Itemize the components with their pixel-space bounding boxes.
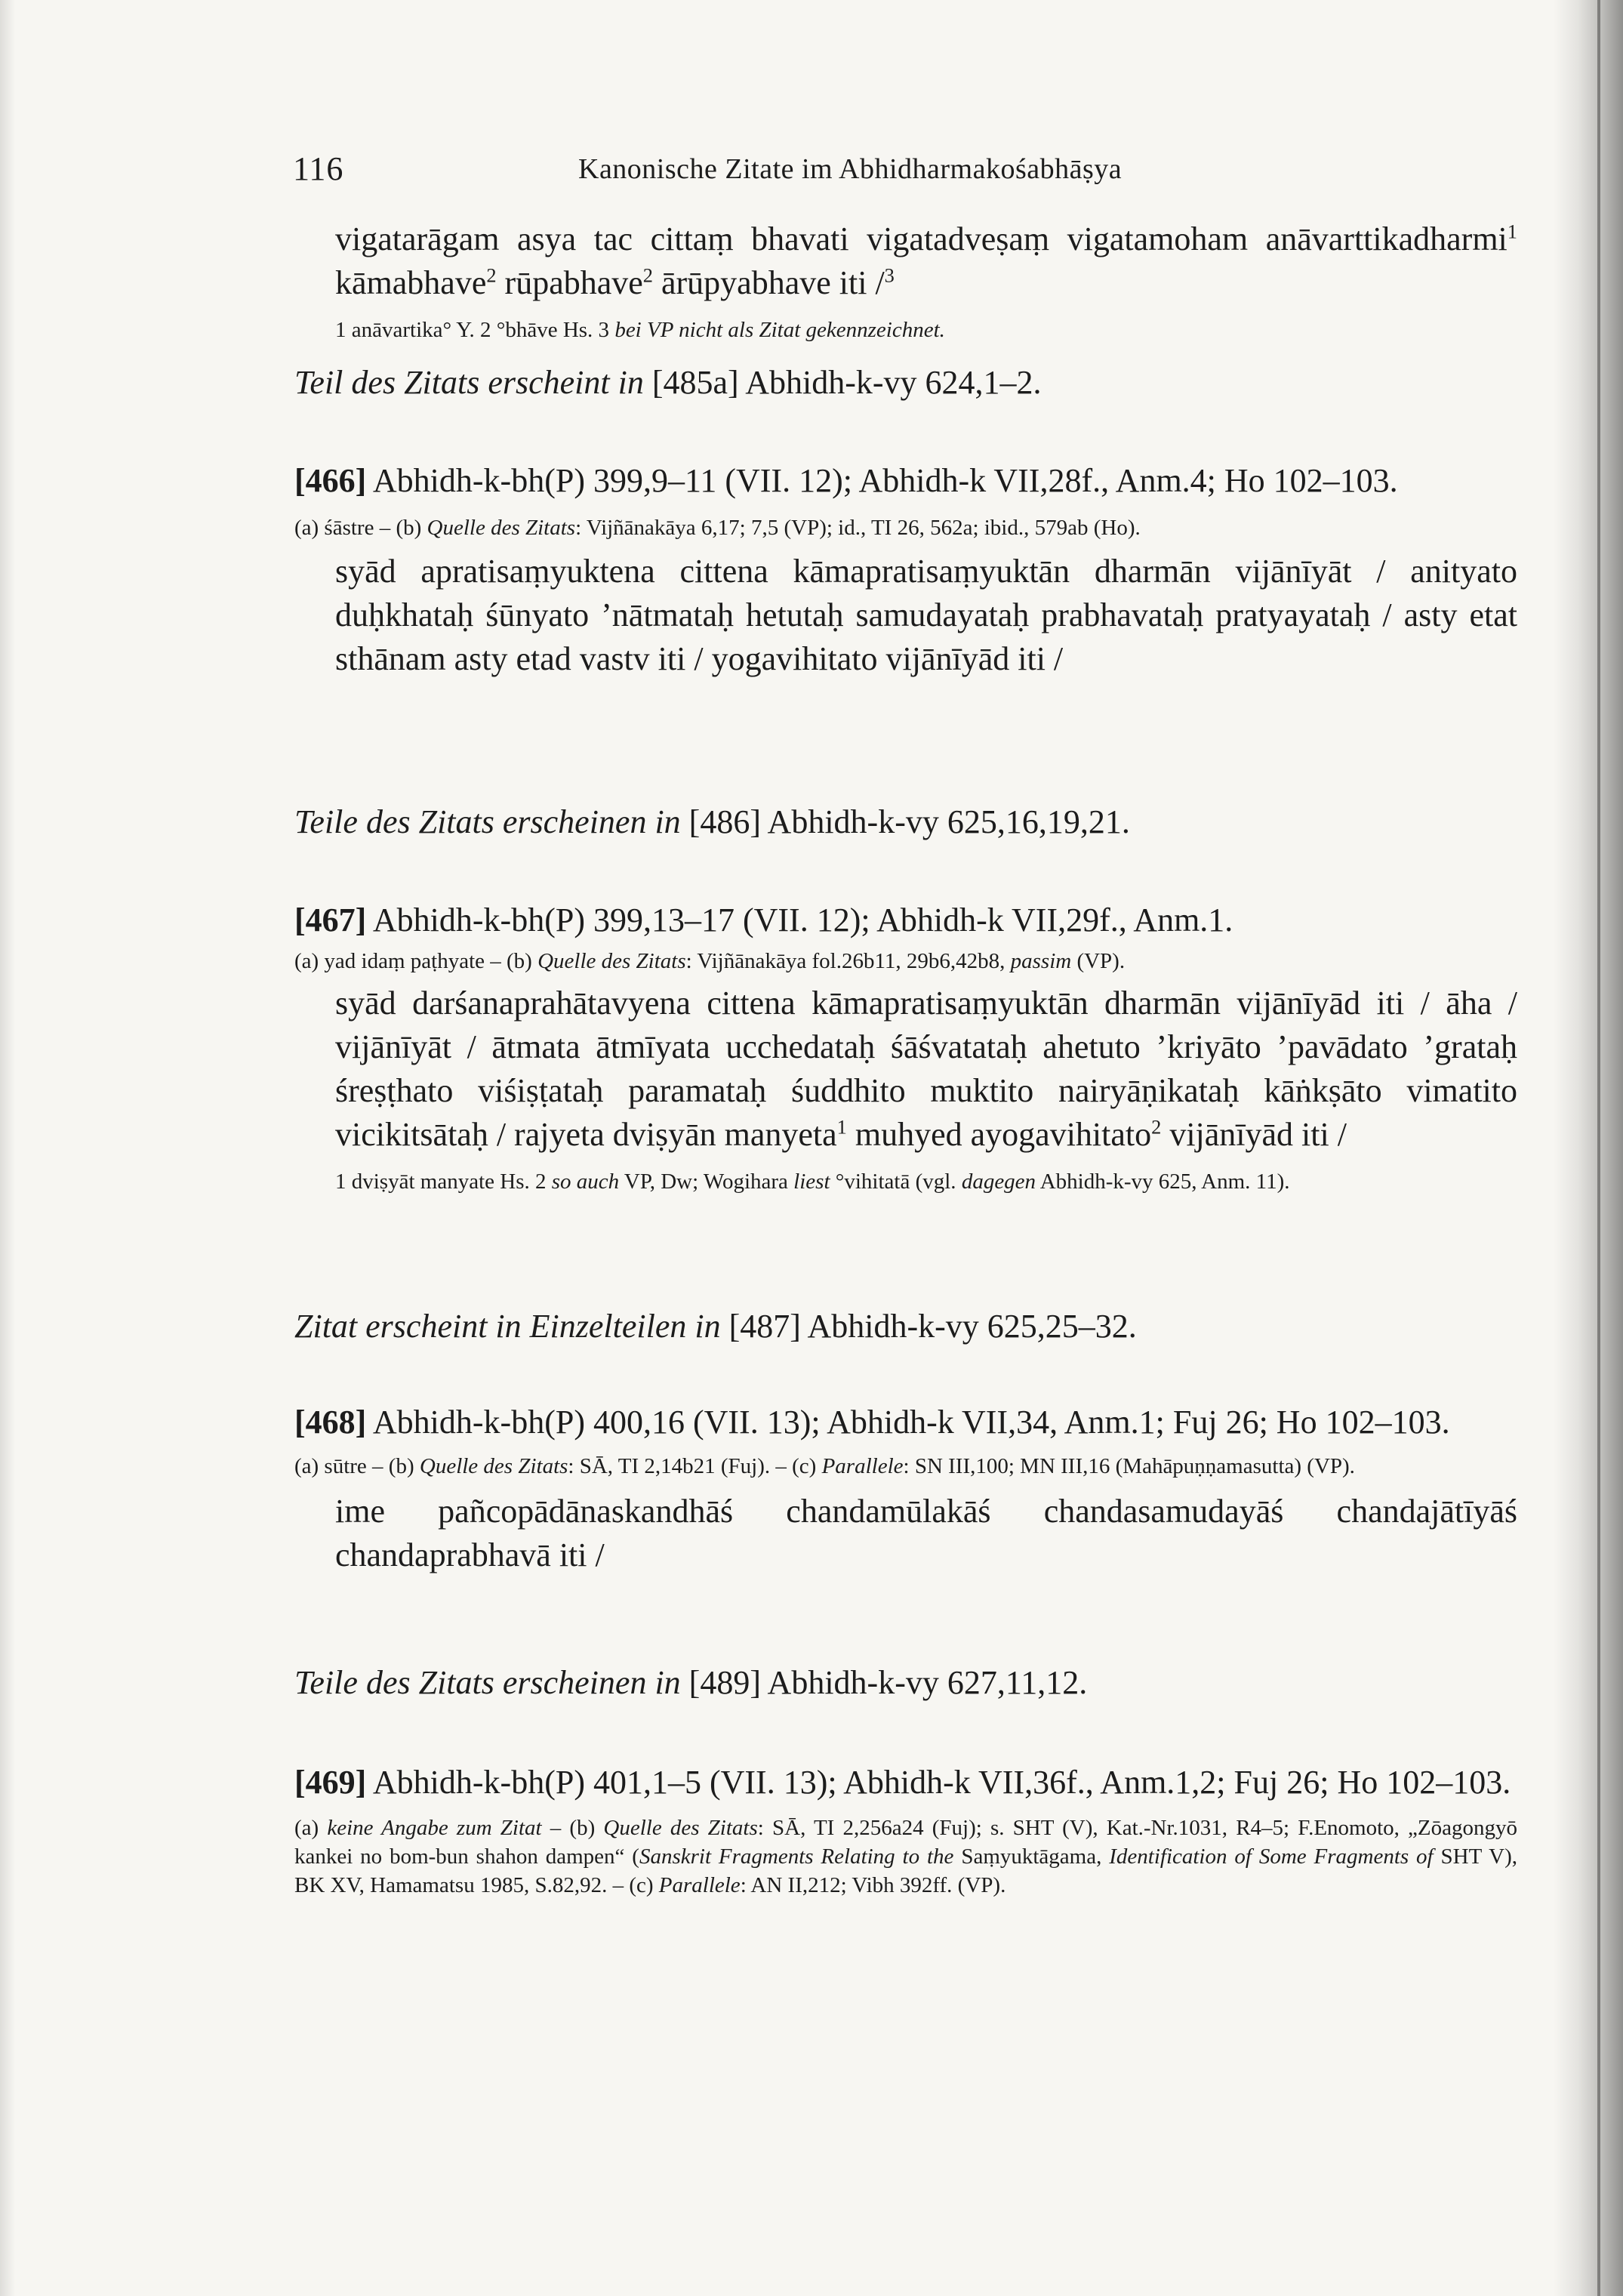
- cross-reference-489: Teile des Zitats erscheinen in [489] Abhidh-k-vy 627,11,12.: [294, 1664, 1088, 1701]
- entry-heading: [469] Abhidh-k-bh(P) 401,1–5 (VII. 13); Abhidh-k VII,36f., Anm.1,2; Fuj 26; Ho 102–103.: [294, 1764, 1511, 1801]
- cross-reference-486: Teile des Zitats erscheinen in [486] Abhidh-k-vy 625,16,19,21.: [294, 803, 1130, 840]
- scan-binding-edge: [1554, 0, 1623, 2296]
- entry-sources: (a) sūtre – (b) Quelle des Zitats: SĀ, TI 2,14b21 (Fuj). – (c) Parallele: SN III,100; MN III,16 (Mahāpuṇṇamasutta) (VP).: [294, 1454, 1355, 1478]
- entry-sources: (a) yad idaṃ paṭhyate – (b) Quelle des Zitats: Vijñānakāya fol.26b11, 29b6,42b8, passim (VP).: [294, 949, 1126, 973]
- entry-468: [294, 1401, 1517, 1577]
- entry-heading: [468] Abhidh-k-bh(P) 400,16 (VII. 13); Abhidh-k VII,34, Anm.1; Fuj 26; Ho 102–103.: [294, 1404, 1450, 1441]
- page-number: 116: [293, 150, 344, 187]
- entry-467: [294, 898, 1517, 1196]
- running-title: Kanonische Zitate im Abhidharmakośabhāṣya: [578, 153, 1123, 185]
- entry-footnotes: 1 dviṣyāt manyate Hs. 2 so auch VP, Dw; Wogihara liest °vihitatā (vgl. dagegen Abhidh-k-vy 625, Anm. 11).: [335, 1170, 1290, 1194]
- entry-sources: (a) keine Angabe zum Zitat – (b) Quelle des Zitats: SĀ, TI 2,256a24 (Fuj); s. SHT (V), Kat.-Nr.1031, R4–5; F.Enomoto, „Zōagongyō kankei no bom-bun shahon dampen“ (Sanskrit Fragments Relating to the Saṃyuktāgama, Identification of Some Fragments of SHT V), BK XV, Hamamatsu 1985, S.82,92. – (c) Parallele: AN II,212; Vibh 392ff. (VP).: [294, 1816, 1518, 1897]
- scan-left-edge: [0, 0, 15, 2296]
- cross-reference-487: Zitat erscheint in Einzelteilen in [487] Abhidh-k-vy 625,25–32.: [294, 1308, 1137, 1345]
- continued-quote: vigatarāgam asya tac cittaṃ bhavati vigatadveṣaṃ vigatamoham anāvarttikadharmi$^1$ kāmabhave$^2$ rūpabhave$^2$ ārūpyabhave iti /$^3$: [335, 220, 1517, 301]
- entry-466: [294, 459, 1517, 681]
- cross-reference-485a: Teil des Zitats erscheint in [485a] Abhidh-k-vy 624,1–2.: [294, 364, 1042, 401]
- entry-heading: [466] Abhidh-k-bh(P) 399,9–11 (VII. 12); Abhidh-k VII,28f., Anm.4; Ho 102–103.: [294, 462, 1398, 499]
- entry-sources: (a) śāstre – (b) Quelle des Zitats: Vijñānakāya 6,17; 7,5 (VP); id., TI 26, 562a; ibid., 579ab (Ho).: [294, 516, 1141, 540]
- entry-quote: syād apratisaṃyuktena cittena kāmapratisaṃyuktān dharmān vijānīyāt / anityato duḥkhataḥ śūnyato ’nātmataḥ hetutaḥ samudayataḥ prabhavataḥ pratyayataḥ / asty etat sthānam asty etad vastv iti / yogavihitato vijānīyād iti /: [335, 553, 1517, 677]
- entry-quote: syād darśanaprahātavyena cittena kāmapratisaṃyuktān dharmān vijānīyād iti / āha / vijānīyāt / ātmata ātmīyata ucchedataḥ śāśvatataḥ ahetuto ’kriyāto ’pavādato ’grataḥ śreṣṭhato viśiṣṭataḥ paramataḥ śuddhito muktito nairyāṇikataḥ kāṅkṣāto vimatito vicikitsātaḥ / rajyeta dviṣyān manyeta$^1$ muhyed ayogavihitato$^2$ vijānīyād iti /: [335, 985, 1517, 1153]
- entry-quote: ime pañcopādānaskandhāś chandamūlakāś chandasamudayāś chandajātīyāś chandaprabhavā iti /: [335, 1493, 1517, 1573]
- entry-heading: [467] Abhidh-k-bh(P) 399,13–17 (VII. 12); Abhidh-k VII,29f., Anm.1.: [294, 901, 1233, 938]
- page-header: [293, 149, 1531, 195]
- footnotes-top: 1 anāvartika° Y. 2 °bhāve Hs. 3 bei VP nicht als Zitat gekennzeichnet.: [335, 318, 945, 342]
- entry-469: [294, 1761, 1517, 1900]
